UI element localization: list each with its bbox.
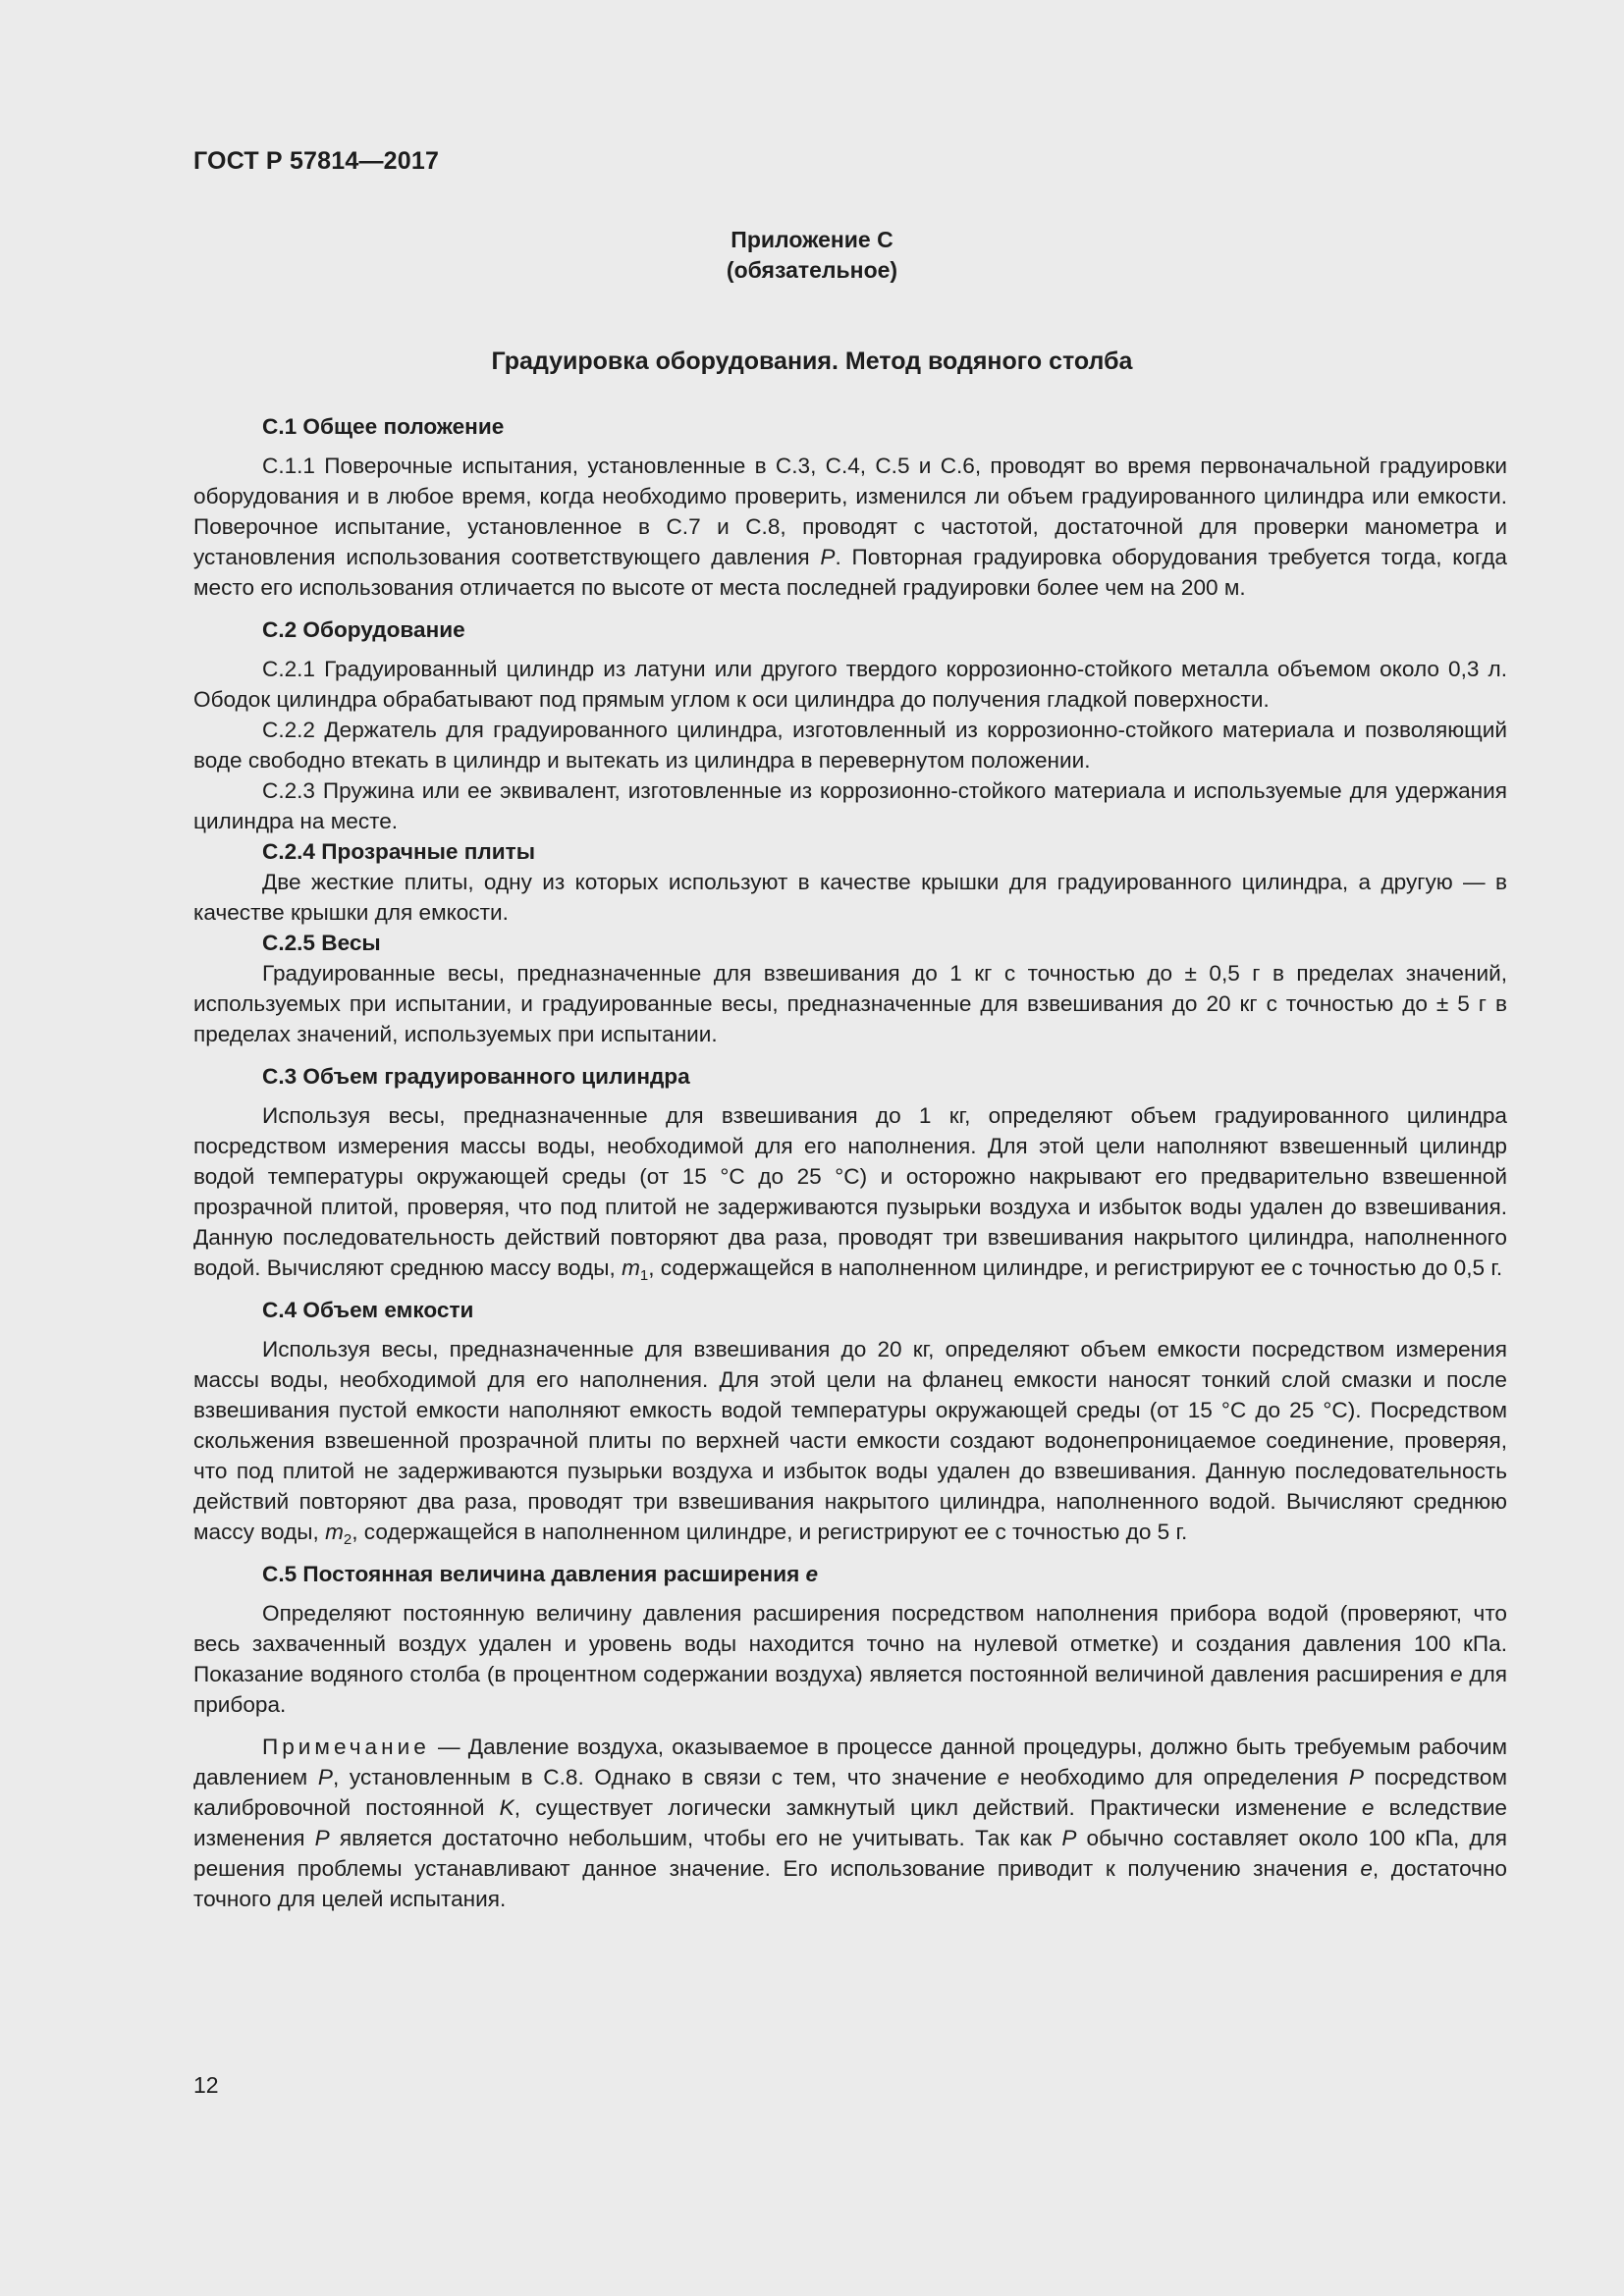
paragraph-c4: Используя весы, предназначенные для взвешивания до 20 кг, определяют объем емкости посредством измерения массы воды, необходимой для его наполнения. Для этой цели на фланец емкости наносят тонкий слой смазки и после взвешивания пустой емкости наполняют емкость водой температуры окружающей среды (от 15 °С до 25 °С). Посредством скольжения взвешенной прозрачной плиты по верхней части емкости создают водонепроницаемое соединение, проверяя, что под плитой не задерживаются пузырьки воздуха и избыток воды удален до взвешивания. Данную последовательность действий повторяют два раза, проводят три взвешивания накрытого цилиндра, наполненного водой. Вычисляют среднюю массу воды, $m_2$, содержащейся в наполненном цилиндре, и регистрируют ее с точностью до 5 г. <box>193 1337 1507 1548</box>
subsection-heading-c2-4: С.2.4 Прозрачные плиты <box>262 839 536 864</box>
paragraph-c2-4: Две жесткие плиты, одну из которых используют в качестве крышки для градуированного цилиндра, а другую — в качестве крышки для емкости. <box>193 870 1507 925</box>
note-label: Примечание <box>262 1735 430 1759</box>
annex-label: Приложение С <box>731 227 893 252</box>
paragraph-c1-1: С.1.1 Поверочные испытания, установленные в С.3, С.4, С.5 и С.6, проводят во время первоначальной градуировки оборудования и в любое время, когда необходимо проверить, изменился ли объем градуированного цилиндра или емкости. Поверочное испытание, установленное в С.7 и С.8, проводят с частотой, достаточной для проверки манометра и установления использования соответствующего давления Р. Повторная градуировка оборудования требуется тогда, когда место его использования отличается по высоте от места последней градуировки более чем на 200 м. <box>193 454 1507 600</box>
section-heading-c5: С.5 Постоянная величина давления расширения е <box>262 1562 819 1586</box>
subsection-heading-c2-5: С.2.5 Весы <box>262 931 381 955</box>
paragraph-c2-2: С.2.2 Держатель для градуированного цилиндра, изготовленный из коррозионно-стойкого материала и позволяющий воде свободно втекать в цилиндр и вытекать из цилиндра в перевернутом положении. <box>193 718 1507 773</box>
annex-heading <box>0 225 1624 286</box>
paragraph-c2-3: С.2.3 Пружина или ее эквивалент, изготовленные из коррозионно-стойкого материала и используемые для удержания цилиндра на месте. <box>193 778 1507 833</box>
section-heading-c2: С.2 Оборудование <box>262 617 465 642</box>
paragraph-c2-5: Градуированные весы, предназначенные для взвешивания до 1 кг с точностью до ± 0,5 г в пределах значений, используемых при испытании, и градуированные весы, предназначенные для взвешивания до 20 кг с точностью до ± 5 г в пределах значений, используемых при испытании. <box>193 961 1507 1046</box>
document-body <box>193 411 1507 1914</box>
note-paragraph: Примечание — Давление воздуха, оказываемое в процессе данной процедуры, должно быть требуемым рабочим давлением Р, установленным в С.8. Однако в связи с тем, что значение е необходимо для определения Р посредством калибровочной постоянной K, существует логически замкнутый цикл действий. Практически изменение е вследствие изменения Р является достаточно небольшим, чтобы его не учитывать. Так как Р обычно составляет около 100 кПа, для решения проблемы устанавливают данное значение. Его использование приводит к получению значения е, достаточно точного для целей испытания. <box>193 1735 1508 1911</box>
section-heading-c1: С.1 Общее положение <box>262 414 505 439</box>
section-heading-c3: С.3 Объем градуированного цилиндра <box>262 1064 690 1089</box>
paragraph-c2-1: С.2.1 Градуированный цилиндр из латуни или другого твердого коррозионно-стойкого металла объемом около 0,3 л. Ободок цилиндра обрабатывают под прямым углом к оси цилиндра до получения гладкой поверхности. <box>193 657 1507 712</box>
annex-status: (обязательное) <box>726 257 898 283</box>
page-number: 12 <box>193 2072 219 2098</box>
section-heading-c4: С.4 Объем емкости <box>262 1298 474 1322</box>
paragraph-c3: Используя весы, предназначенные для взвешивания до 1 кг, определяют объем градуированного цилиндра посредством измерения массы воды, необходимой для его наполнения. Для этой цели наполняют взвешенный цилиндр водой температуры окружающей среды (от 15 °С до 25 °С) и осторожно накрывают его предварительно взвешенной прозрачной плитой, проверяя, что под плитой не задерживаются пузырьки воздуха и избыток воды удален до взвешивания. Данную последовательность действий повторяют два раза, проводят три взвешивания накрытого цилиндра, наполненного водой. Вычисляют среднюю массу воды, $m_1$, содержащейся в наполненном цилиндре, и регистрируют ее с точностью до 0,5 г. <box>193 1103 1507 1284</box>
annex-title: Градуировка оборудования. Метод водяного столба <box>491 347 1133 375</box>
paragraph-c5: Определяют постоянную величину давления расширения посредством наполнения прибора водой (проверяют, что весь захваченный воздух удален и уровень воды находится точно на нулевой отметке) и создания давления 100 кПа. Показание водяного столба (в процентном содержании воздуха) является постоянной величиной давления расширения е для прибора. <box>193 1601 1507 1717</box>
document-id: ГОСТ Р 57814—2017 <box>193 147 440 175</box>
